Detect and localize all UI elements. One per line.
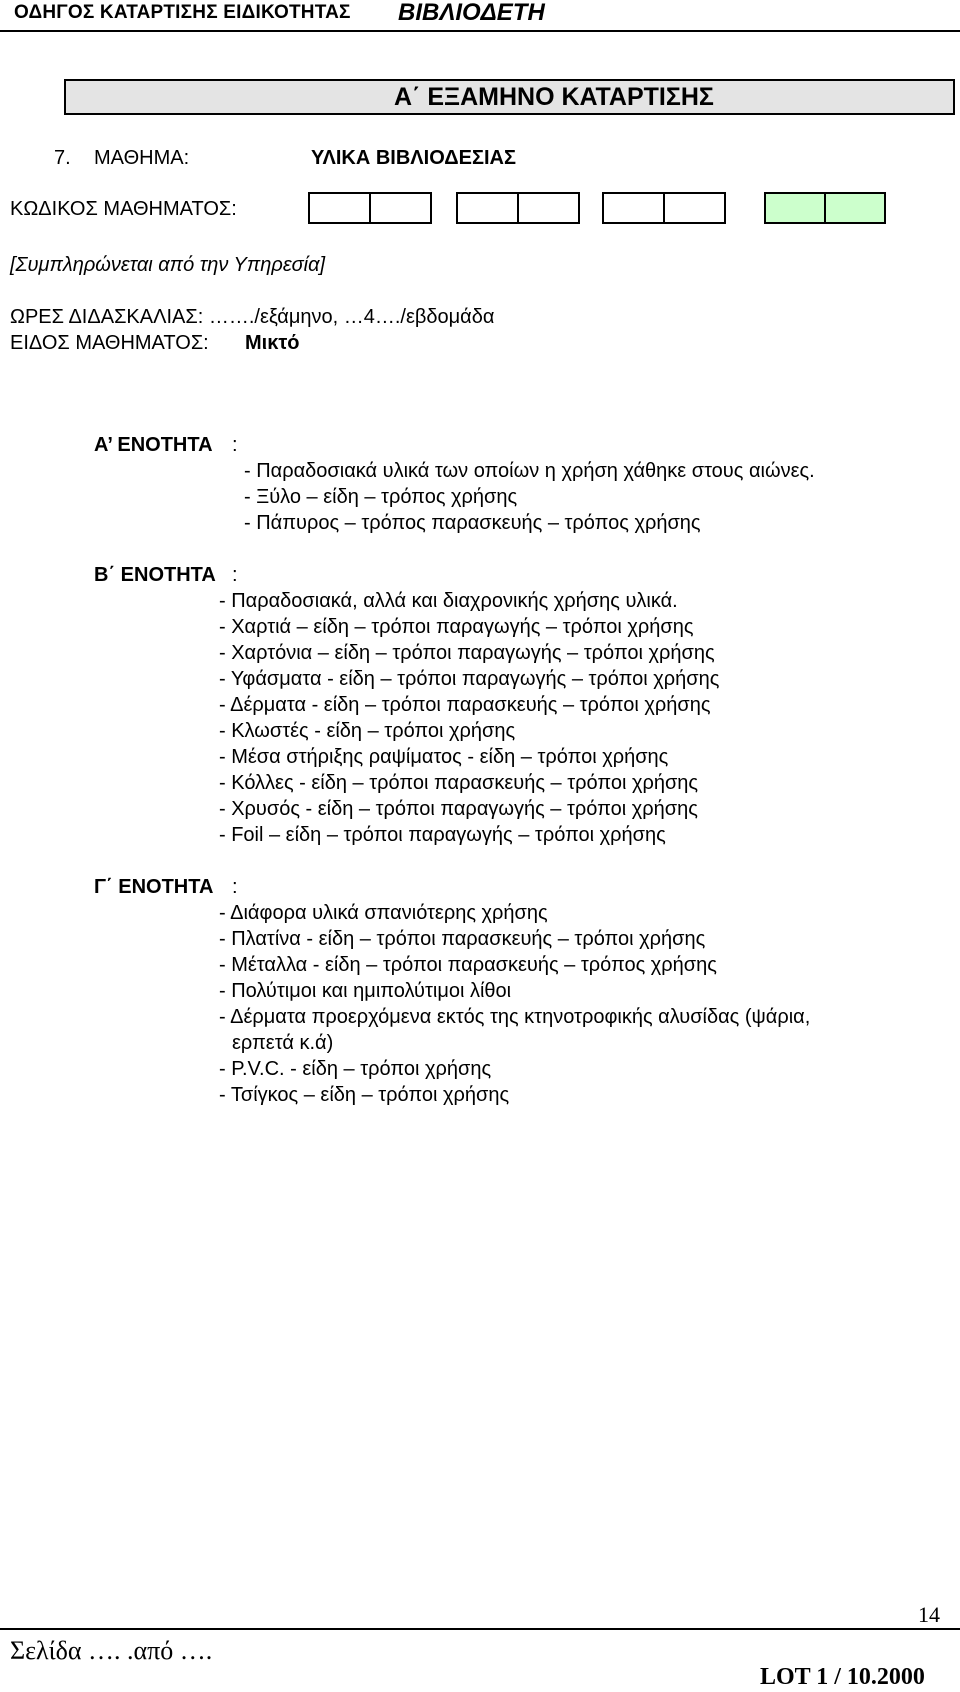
- section-a-item: - Ξύλο – είδη – τρόπος χρήσης: [244, 486, 518, 508]
- service-note: [Συμπληρώνεται από την Υπηρεσία]: [10, 254, 326, 276]
- course-label: ΜΑΘΗΜΑ:: [94, 147, 190, 169]
- code-box-3: [602, 192, 726, 224]
- page-number: 14: [918, 1602, 940, 1627]
- code-box-1: [308, 192, 432, 224]
- course-code-label: ΚΩΔΙΚΟΣ ΜΑΘΗΜΑΤΟΣ:: [10, 198, 237, 220]
- section-c-item: - Δέρματα προερχόμενα εκτός της κτηνοτροφικής αλυσίδας (ψάρια,: [219, 1006, 811, 1028]
- section-c-item: - Πολύτιμοι και ημιπολύτιμοι λίθοι: [219, 980, 512, 1002]
- section-c-item: - Διάφορα υλικά σπανιότερης χρήσης: [219, 902, 548, 924]
- semester-title: Α΄ ΕΞΑΜΗΝΟ ΚΑΤΑΡΤΙΣΗΣ: [394, 83, 714, 111]
- semester-banner: [64, 79, 955, 115]
- code-box-2: [456, 192, 580, 224]
- section-c-colon: :: [232, 876, 238, 898]
- section-b-item: - Παραδοσιακά, αλλά και διαχρονικής χρήσης υλικά.: [219, 590, 678, 612]
- course-name: ΥΛΙΚΑ ΒΙΒΛΙΟΔΕΣΙΑΣ: [311, 147, 516, 169]
- page-of-label: Σελίδα …. .από ….: [10, 1636, 213, 1665]
- section-c-item: - Τσίγκος – είδη – τρόποι χρήσης: [219, 1084, 510, 1106]
- section-b-item: - Κόλλες - είδη – τρόποι παρασκευής – τρόποι χρήσης: [219, 772, 699, 794]
- teaching-hours: ΩΡΕΣ ΔΙΔΑΣΚΑΛΙΑΣ: ……./εξάμηνο, …4…./εβδομάδα: [10, 306, 495, 328]
- section-b-item: - Υφάσματα - είδη – τρόποι παραγωγής – τρόποι χρήσης: [219, 668, 720, 690]
- code-box-4: [764, 192, 886, 224]
- section-c-title: Γ΄ ΕΝΟΤΗΤΑ: [94, 876, 214, 898]
- section-a-colon: :: [232, 434, 238, 456]
- header-divider: [0, 30, 960, 32]
- section-c-item: - Πλατίνα - είδη – τρόποι παρασκευής – τρόποι χρήσης: [219, 928, 706, 950]
- section-a-title: Α’ ΕΝΟΤΗΤΑ: [94, 434, 213, 456]
- section-b-item: - Χαρτιά – είδη – τρόποι παραγωγής – τρόποι χρήσης: [219, 616, 694, 638]
- section-a-item: - Πάπυρος – τρόπος παρασκευής – τρόπος χρήσης: [244, 512, 701, 534]
- section-b-item: - Δέρματα - είδη – τρόποι παρασκευής – τρόποι χρήσης: [219, 694, 711, 716]
- section-b-item: - Χαρτόνια – είδη – τρόποι παραγωγής – τρόποι χρήσης: [219, 642, 715, 664]
- section-c-item-continuation: ερπετά κ.ά): [232, 1032, 334, 1054]
- section-b-item: - Μέσα στήριξης ραψίματος - είδη – τρόποι χρήσης: [219, 746, 669, 768]
- section-b-title: Β΄ ΕΝΟΤΗΤΑ: [94, 564, 216, 586]
- section-c-item: - Μέταλλα - είδη – τρόποι παρασκευής – τρόπος χρήσης: [219, 954, 717, 976]
- section-b-colon: :: [232, 564, 238, 586]
- course-type-label: ΕΙΔΟΣ ΜΑΘΗΜΑΤΟΣ:: [10, 332, 209, 354]
- section-b-item: - Χρυσός - είδη – τρόποι παραγωγής – τρόποι χρήσης: [219, 798, 698, 820]
- header-title: ΟΔΗΓΟΣ ΚΑΤΑΡΤΙΣΗΣ ΕΙΔΙΚΟΤΗΤΑΣ: [14, 2, 351, 23]
- course-type-value: Μικτό: [245, 332, 300, 354]
- footer-divider: [0, 1628, 960, 1630]
- header-specialty: ΒΙΒΛΙΟΔΕΤΗ: [398, 0, 545, 26]
- course-number: 7.: [54, 147, 71, 169]
- section-a-item: - Παραδοσιακά υλικά των οποίων η χρήση χάθηκε στους αιώνες.: [244, 460, 815, 482]
- section-c-item: - P.V.C. - είδη – τρόποι χρήσης: [219, 1058, 492, 1080]
- lot-label: LOT 1 / 10.2000: [760, 1664, 925, 1690]
- section-b-item: - Κλωστές - είδη – τρόποι χρήσης: [219, 720, 516, 742]
- section-b-item: - Foil – είδη – τρόποι παραγωγής – τρόποι χρήσης: [219, 824, 666, 846]
